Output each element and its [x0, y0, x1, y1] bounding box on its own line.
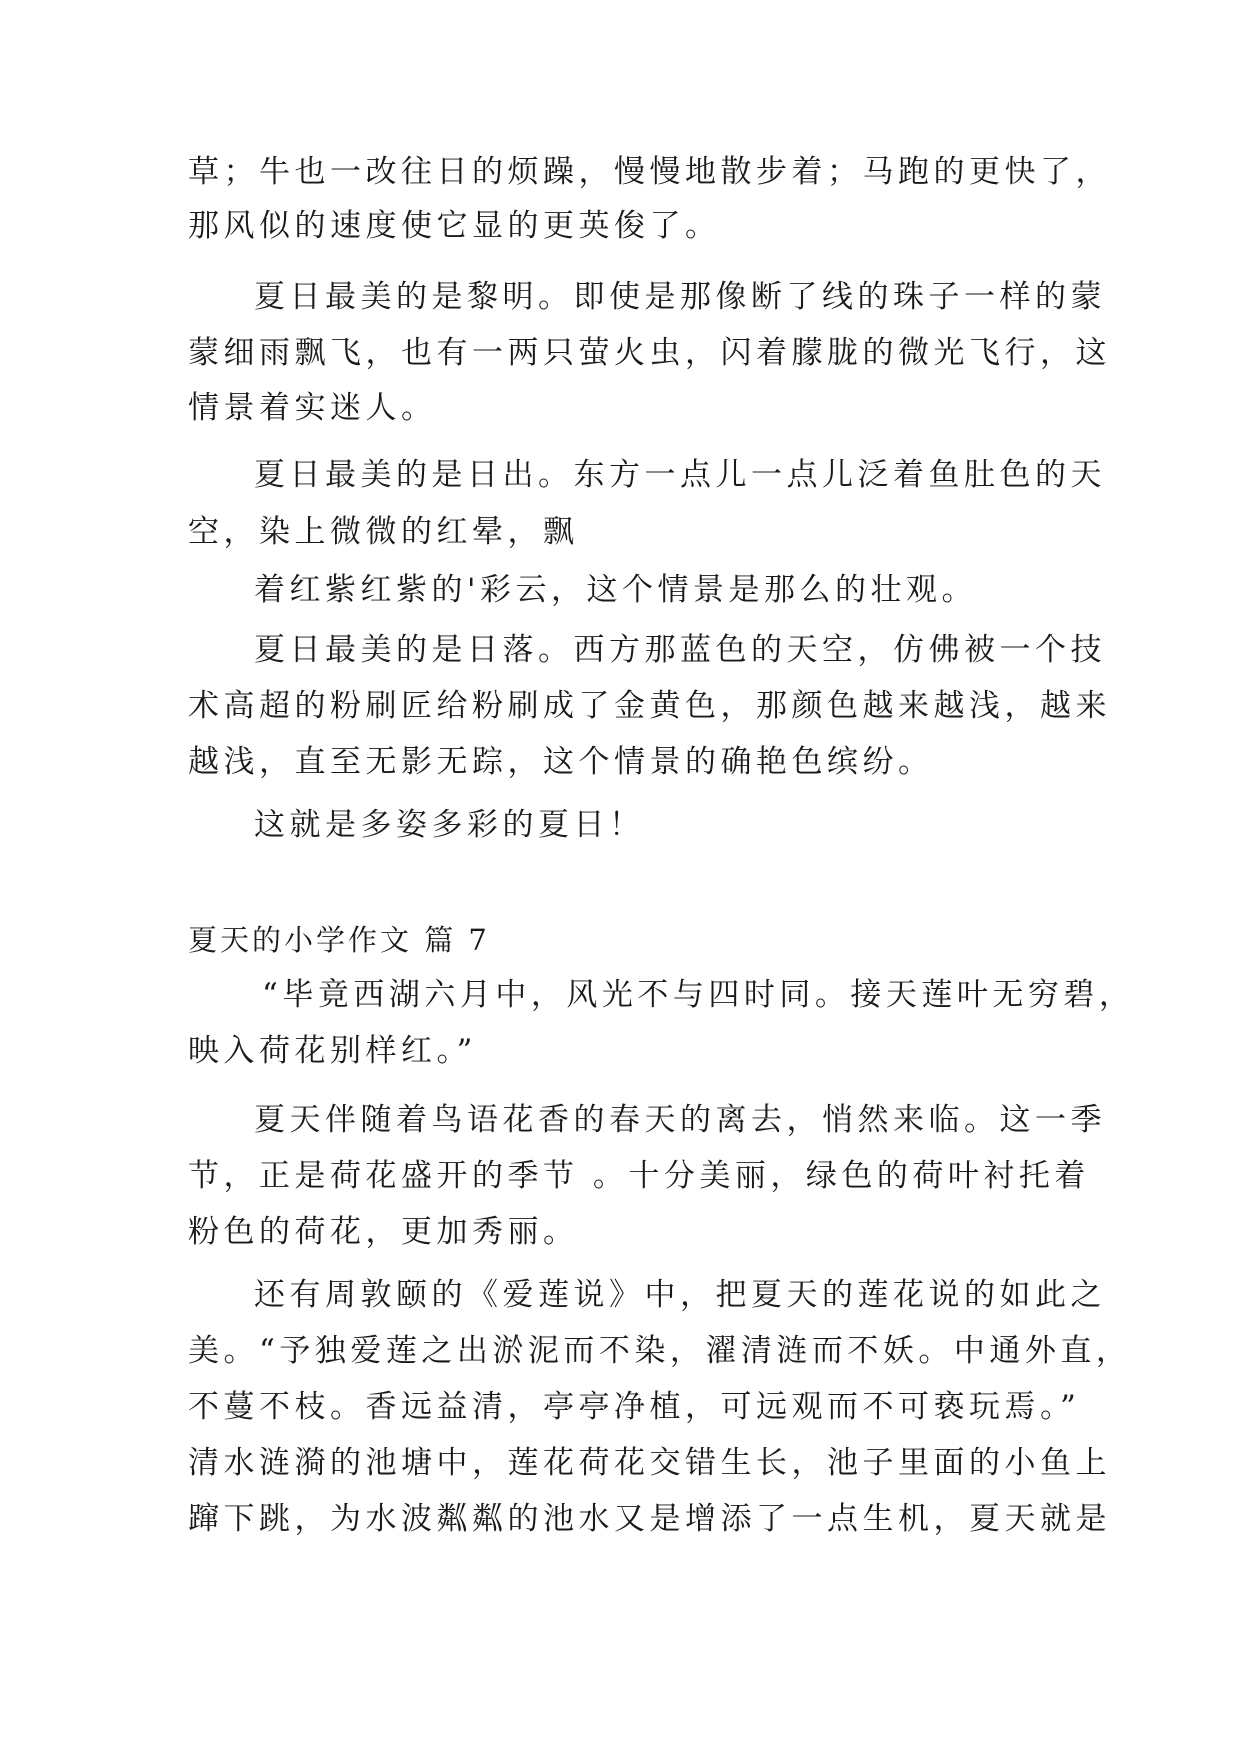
- paragraph-line: 蒙细雨飘飞，也有一两只萤火虫，闪着朦胧的微光飞行，这: [188, 335, 1111, 371]
- paragraph-line: 情景着实迷人。: [188, 390, 437, 426]
- paragraph-line: 蹿下跳，为水波粼粼的池水又是增添了一点生机，夏天就是: [188, 1501, 1111, 1537]
- paragraph-line: 夏日最美的是黎明。即使是那像断了线的珠子一样的蒙: [254, 279, 1106, 315]
- paragraph-line: 清水涟漪的池塘中，莲花荷花交错生长，池子里面的小鱼上: [188, 1445, 1111, 1481]
- paragraph-line: 着红紫红紫的'彩云，这个情景是那么的壮观。: [254, 572, 978, 608]
- paragraph-line: 空，染上微微的红晕，飘: [188, 514, 579, 550]
- paragraph-line: 还有周敦颐的《爱莲说》中，把夏天的莲花说的如此之: [254, 1277, 1106, 1313]
- paragraph-line: 不蔓不枝。香远益清，亭亭净植，可远观而不可亵玩焉。”: [188, 1389, 1081, 1425]
- paragraph-line: 夏日最美的是日落。西方那蓝色的天空，仿佛被一个技: [254, 632, 1106, 668]
- paragraph-line: 这就是多姿多彩的夏日！: [254, 807, 645, 843]
- paragraph-line: 草；牛也一改往日的烦躁，慢慢地散步着；马跑的更快了，: [188, 154, 1111, 190]
- paragraph-line: 映入荷花别样红。”: [188, 1033, 477, 1069]
- paragraph-line: 美。“予独爱莲之出淤泥而不染，濯清涟而不妖。中通外直，: [188, 1333, 1132, 1369]
- paragraph-line: 夏日最美的是日出。东方一点儿一点儿泛着鱼肚色的天: [254, 457, 1106, 493]
- paragraph-line: 夏天伴随着鸟语花香的春天的离去，悄然来临。这一季: [254, 1102, 1106, 1138]
- paragraph-line: 粉色的荷花，更加秀丽。: [188, 1214, 579, 1250]
- paragraph-line: 术高超的粉刷匠给粉刷成了金黄色，那颜色越来越浅，越来: [188, 688, 1111, 724]
- paragraph-line: 越浅，直至无影无踪，这个情景的确艳色缤纷。: [188, 744, 934, 780]
- section-heading: 夏天的小学作文 篇 7: [188, 923, 490, 957]
- paragraph-line: 节，正是荷花盛开的季节 。十分美丽，绿色的荷叶衬托着: [188, 1158, 1090, 1194]
- paragraph-line: “毕竟西湖六月中，风光不与四时同。接天莲叶无穷碧，: [262, 977, 1135, 1013]
- paragraph-line: 那风似的速度使它显的更英俊了。: [188, 208, 721, 244]
